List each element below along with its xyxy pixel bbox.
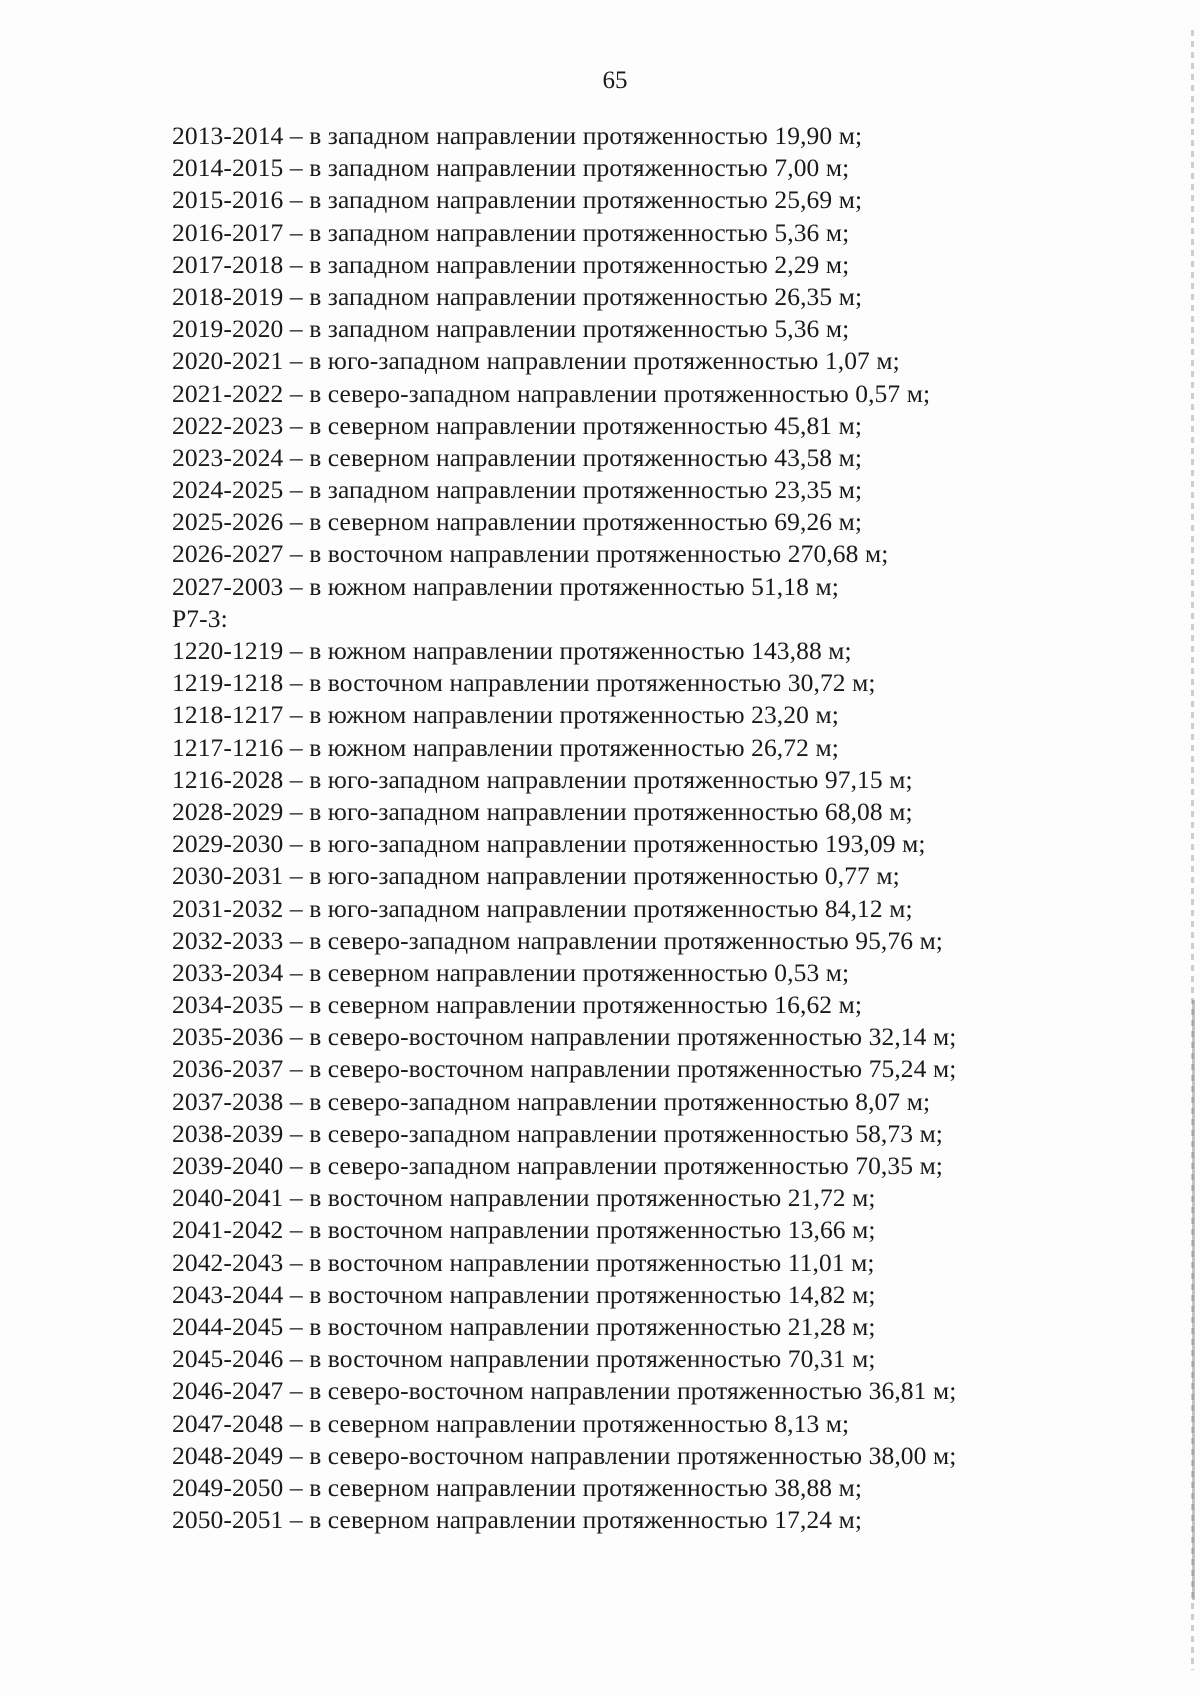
text-line: 2045-2046 – в восточном направлении протяженностью 70,31 м; (172, 1344, 876, 1374)
text-line: 2040-2041 – в восточном направлении протяженностью 21,72 м; (172, 1183, 876, 1213)
text-line: 2050-2051 – в северном направлении протяженностью 17,24 м; (172, 1505, 863, 1535)
text-line: Р7-3: (172, 603, 228, 633)
text-line: 2015-2016 – в западном направлении протяженностью 25,69 м; (172, 185, 863, 215)
text-line: 2039-2040 – в северо-западном направлении протяженностью 70,35 м; (172, 1151, 943, 1180)
text-line: 2038-2039 – в северо-западном направлении протяженностью 58,73 м; (172, 1118, 943, 1148)
text-line: 2027-2003 – в южном направлении протяженностью 51,18 м; (172, 571, 839, 601)
text-line: 2023-2024 – в северном направлении протяженностью 43,58 м; (172, 442, 863, 472)
text-line: 2026-2027 – в восточном направлении протяженностью 270,68 м; (172, 539, 889, 569)
text-line: 2036-2037 – в северо-восточном направлении протяженностью 75,24 м; (172, 1054, 957, 1084)
text-line: 2041-2042 – в восточном направлении протяженностью 13,66 м; (172, 1215, 876, 1245)
text-line: 2030-2031 – в юго-западном направлении протяженностью 0,77 м; (172, 861, 900, 891)
text-line: 2048-2049 – в северо-восточном направлении протяженностью 38,00 м; (172, 1440, 957, 1470)
text-line: 1217-1216 – в южном направлении протяженностью 26,72 м; (172, 732, 839, 762)
text-line: 1219-1218 – в восточном направлении протяженностью 30,72 м; (172, 668, 876, 698)
text-line: 2037-2038 – в северо-западном направлении протяженностью 8,07 м; (172, 1086, 931, 1116)
scan-edge-shadow (1192, 1000, 1195, 1600)
text-line: 2035-2036 – в северо-восточном направлении протяженностью 32,14 м; (172, 1022, 957, 1052)
text-line: 2043-2044 – в восточном направлении протяженностью 14,82 м; (172, 1279, 876, 1309)
text-line: 2047-2048 – в северном направлении протяженностью 8,13 м; (172, 1408, 850, 1438)
text-line: 2044-2045 – в восточном направлении протяженностью 21,28 м; (172, 1311, 876, 1341)
text-line: 2031-2032 – в юго-западном направлении протяженностью 84,12 м; (172, 893, 913, 923)
text-line: 1220-1219 – в южном направлении протяженностью 143,88 м; (172, 636, 852, 665)
page-number: 65 (602, 67, 628, 94)
text-line: 2018-2019 – в западном направлении протяженностью 26,35 м; (172, 281, 863, 311)
boundary-segment-list (172, 120, 956, 1536)
text-line: 1216-2028 – в юго-западном направлении протяженностью 97,15 м; (172, 764, 913, 794)
text-line: 1218-1217 – в южном направлении протяженностью 23,20 м; (172, 700, 839, 730)
text-line: 2017-2018 – в западном направлении протяженностью 2,29 м; (172, 249, 850, 279)
text-line: 2029-2030 – в юго-западном направлении протяженностью 193,09 м; (172, 829, 926, 859)
text-line: 2019-2020 – в западном направлении протяженностью 5,36 м; (172, 314, 850, 344)
text-line: 2046-2047 – в северо-восточном направлении протяженностью 36,81 м; (172, 1376, 957, 1406)
text-line: 2028-2029 – в юго-западном направлении протяженностью 68,08 м; (172, 796, 913, 826)
text-line: 2024-2025 – в западном направлении протяженностью 23,35 м; (172, 475, 863, 505)
text-line: 2049-2050 – в северном направлении протяженностью 38,88 м; (172, 1472, 863, 1502)
text-line: 2034-2035 – в северном направлении протяженностью 16,62 м; (172, 990, 863, 1020)
text-line: 2042-2043 – в восточном направлении протяженностью 11,01 м; (172, 1247, 875, 1277)
text-line: 2016-2017 – в западном направлении протяженностью 5,36 м; (172, 217, 850, 247)
text-line: 2014-2015 – в западном направлении протяженностью 7,00 м; (172, 153, 850, 183)
text-line: 2021-2022 – в северо-западном направлении протяженностью 0,57 м; (172, 378, 931, 408)
text-line: 2022-2023 – в северном направлении протяженностью 45,81 м; (172, 410, 863, 440)
text-line: 2033-2034 – в северном направлении протяженностью 0,53 м; (172, 957, 850, 987)
text-line: 2020-2021 – в юго-западном направлении протяженностью 1,07 м; (172, 346, 900, 376)
text-line: 2025-2026 – в северном направлении протяженностью 69,26 м; (172, 507, 863, 537)
text-line: 2032-2033 – в северо-западном направлении протяженностью 95,76 м; (172, 925, 943, 955)
text-line: 2013-2014 – в западном направлении протяженностью 19,90 м; (172, 121, 863, 150)
